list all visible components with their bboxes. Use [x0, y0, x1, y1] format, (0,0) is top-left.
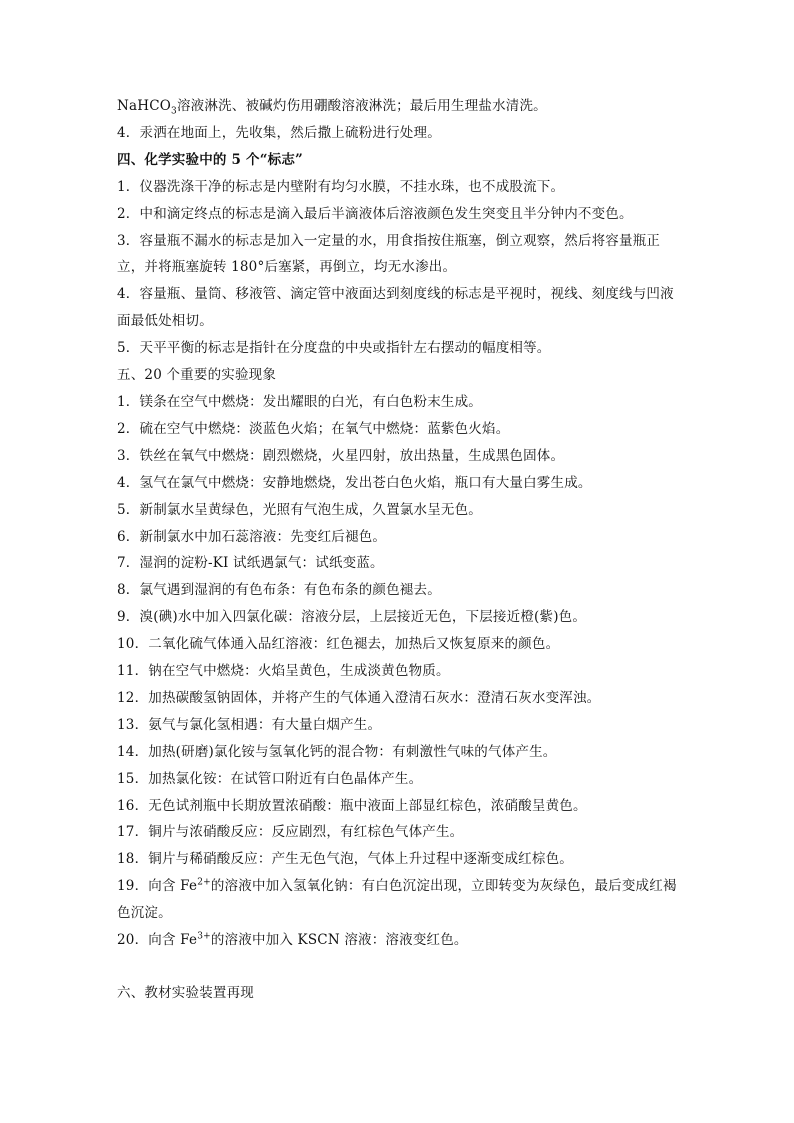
- document-body: [117, 93, 682, 1007]
- list-item: 3．铁丝在氧气中燃烧：剧烈燃烧，火星四射，放出热量，生成黑色固体。: [117, 447, 565, 464]
- list-item: 18．铜片与稀硝酸反应：产生无色气泡，气体上升过程中逐渐变成红棕色。: [117, 851, 573, 868]
- section-heading-6: 六、教材实验装置再现: [117, 985, 254, 1001]
- subscript: 3: [171, 106, 177, 117]
- superscript: 3+: [197, 931, 211, 942]
- list-item: 9．溴(碘)水中加入四氯化碳：溶液分层，上层接近无色，下层接近橙(紫)色。: [117, 609, 587, 626]
- list-item: 16．无色试剂瓶中长期放置浓硝酸：瓶中液面上部显红棕色，浓硝酸呈黄色。: [117, 797, 587, 814]
- list-item: 4．氢气在氯气中燃烧：安静地燃烧，发出苍白色火焰，瓶口有大量白雾生成。: [117, 474, 592, 491]
- list-item: 11．钠在空气中燃烧：火焰呈黄色，生成淡黄色物质。: [117, 663, 450, 680]
- list-item: 2．中和滴定终点的标志是滴入最后半滴液体后溶液颜色发生突变且半分钟内不变色。: [117, 205, 633, 222]
- list-item: 1．镁条在空气中燃烧：发出耀眼的白光，有白色粉末生成。: [117, 393, 482, 410]
- paragraph-line: 4．汞洒在地面上，先收集，然后撒上硫粉进行处理。: [117, 124, 441, 141]
- list-item: [117, 927, 682, 954]
- list-item: 17．铜片与浓硝酸反应：反应剧烈，有红棕色气体产生。: [117, 824, 464, 841]
- list-item: 5．新制氯水呈黄绿色，光照有气泡生成，久置氯水呈无色。: [117, 501, 482, 518]
- list-item: 8．氯气遇到湿润的有色布条：有色布条的颜色褪去。: [117, 582, 441, 599]
- text-segment: NaHCO: [117, 98, 172, 114]
- spacer: [117, 954, 682, 980]
- list-item: 6．新制氯水中加石蕊溶液：先变红后褪色。: [117, 528, 387, 545]
- text-segment: 19．向含 Fe: [117, 878, 198, 895]
- list-item: [117, 873, 682, 927]
- superscript: 2+: [197, 877, 211, 888]
- text-segment: 溶液淋洗、被碱灼伤用硼酸溶液淋洗；最后用生理盐水清洗。: [176, 98, 547, 114]
- list-item: 10．二氧化硫气体通入品红溶液：红色褪去，加热后又恢复原来的颜色。: [117, 636, 560, 653]
- list-item: 4．容量瓶、量筒、移液管、滴定管中液面达到刻度线的标志是平视时，视线、刻度线与凹液面最低处相切。: [117, 286, 674, 330]
- list-item: 5．天平平衡的标志是指针在分度盘的中央或指针左右摆动的幅度相等。: [117, 340, 551, 357]
- text-segment: 的溶液中加入氢氧化钠：有白色沉淀出现，立即转变为灰绿色，最后变成红褐色沉淀。: [117, 878, 677, 922]
- list-item: 1．仪器洗涤干净的标志是内壁附有均匀水膜，不挂水珠，也不成股流下。: [117, 178, 565, 195]
- list-item: 2．硫在空气中燃烧：淡蓝色火焰；在氧气中燃烧：蓝紫色火焰。: [117, 420, 510, 437]
- text-segment: 的溶液中加入 KSCN 溶液：溶液变红色。: [210, 932, 468, 949]
- list-item: 3．容量瓶不漏水的标志是加入一定量的水，用食指按住瓶塞，倒立观察，然后将容量瓶正立，并将瓶塞旋转 180°后塞紧，再倒立，均无水渗出。: [117, 232, 661, 276]
- section-heading-5: 五、20 个重要的实验现象: [117, 367, 277, 384]
- paragraph-line: [117, 93, 682, 120]
- list-item: 15．加热氯化铵：在试管口附近有白色晶体产生。: [117, 770, 423, 787]
- list-item: 14．加热(研磨)氯化铵与氢氧化钙的混合物：有刺激性气味的气体产生。: [117, 743, 557, 760]
- section-heading-4: 四、化学实验中的 5 个“标志”: [117, 151, 304, 168]
- list-item: 12．加热碳酸氢钠固体，并将产生的气体通入澄清石灰水：澄清石灰水变浑浊。: [117, 689, 601, 706]
- list-item: 7．湿润的淀粉-KI 试纸遇氯气：试纸变蓝。: [117, 555, 384, 572]
- text-segment: 20．向含 Fe: [117, 932, 198, 949]
- list-item: 13．氨气与氯化氢相遇：有大量白烟产生。: [117, 716, 382, 733]
